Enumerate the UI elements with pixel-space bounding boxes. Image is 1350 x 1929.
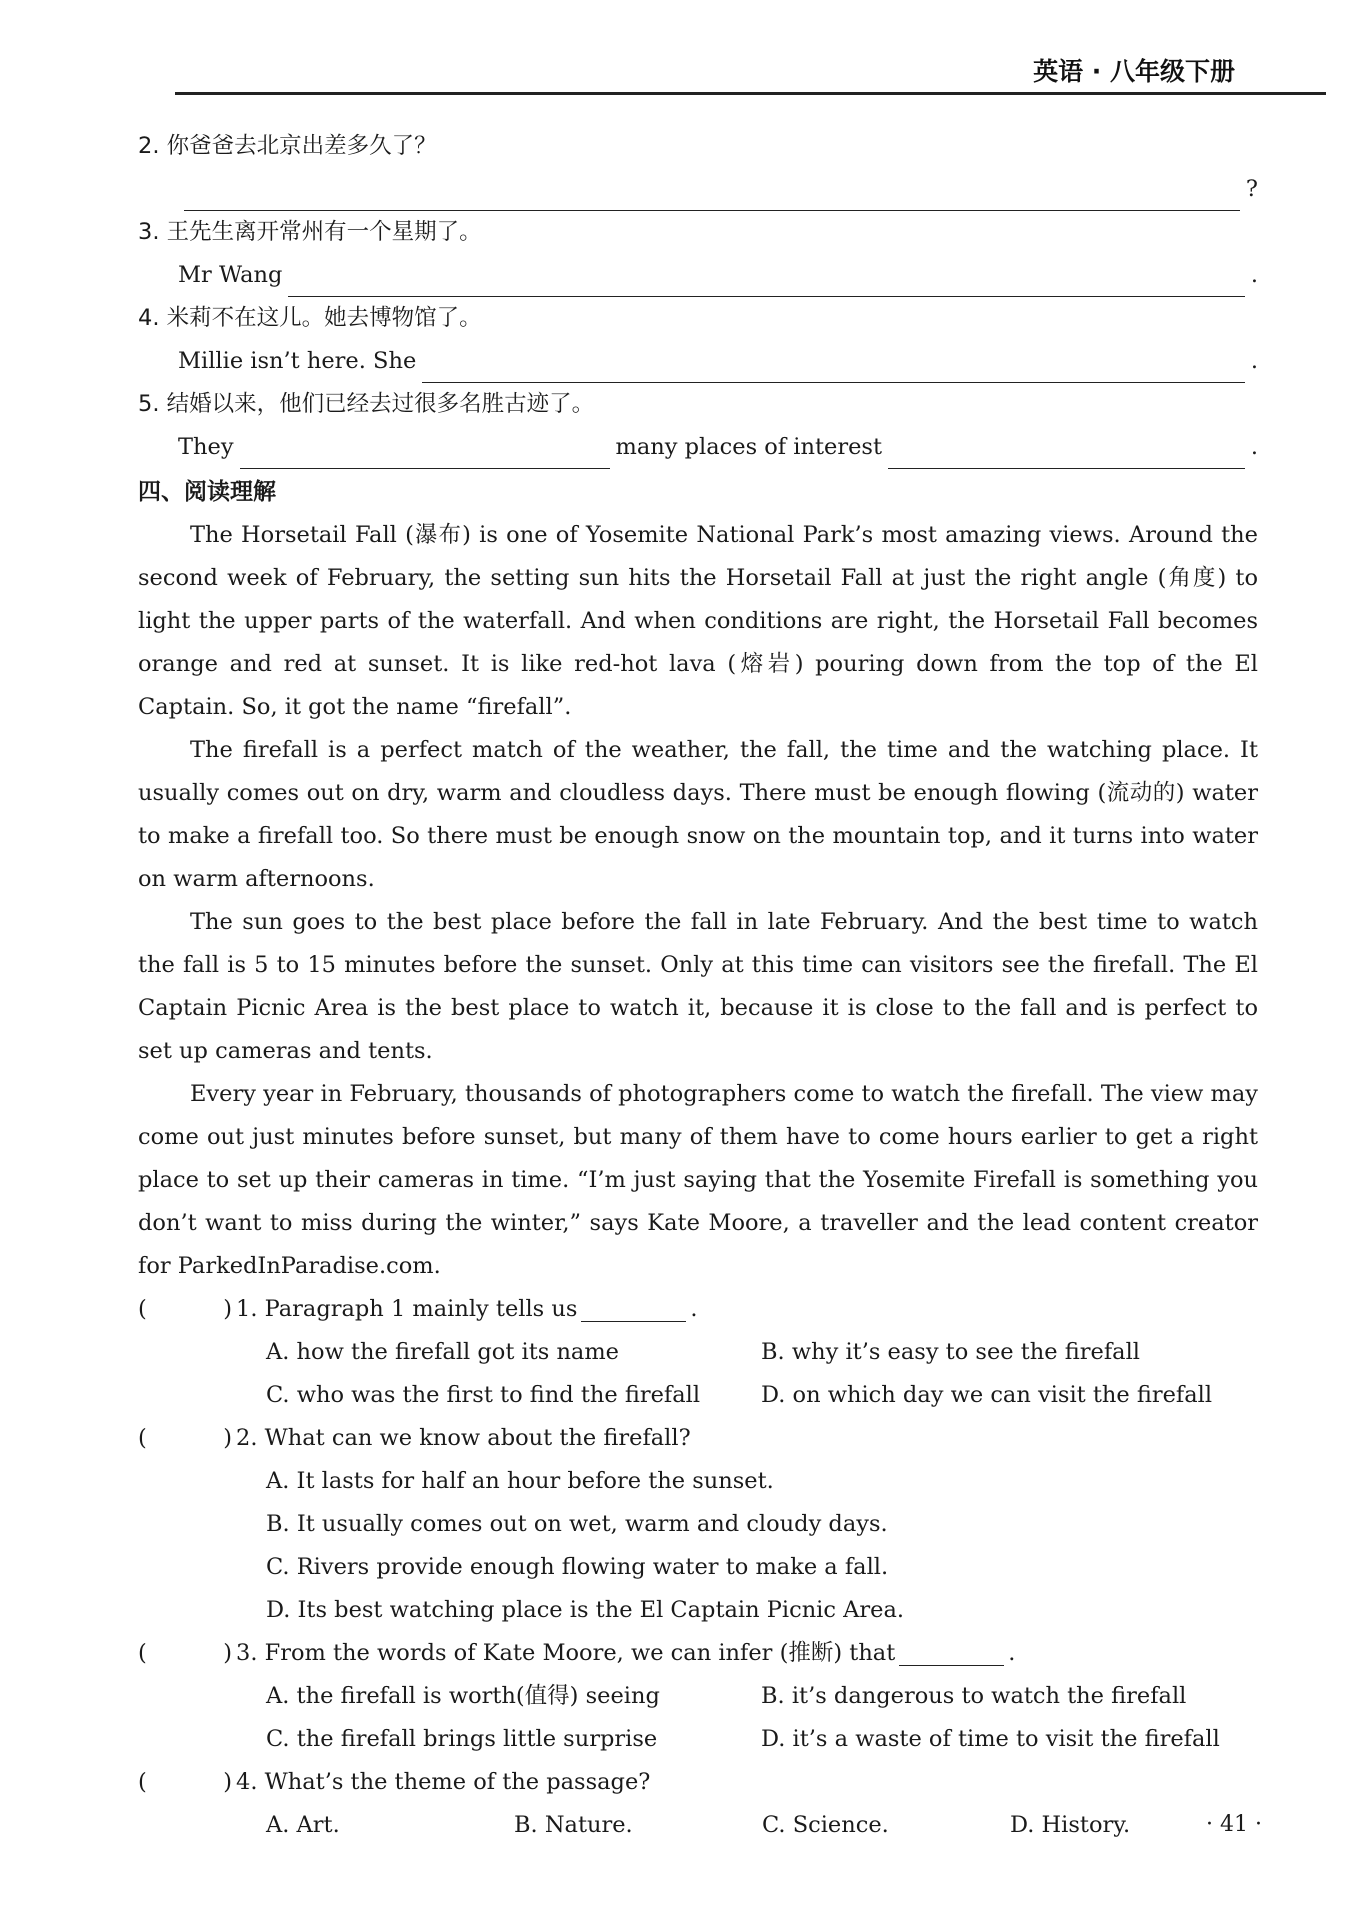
passage-paragraph-4: Every year in February, thousands of photographers come to watch the firefall. The view may come out just minutes before sunset, but many of them have to come hours earlier to get a right place to set up their cameras in time. “I’m just saying that the Yosemite Firefall is something you don’t want to miss during the winter,” says Kate Moore, a traveller and the lead content creator for ParkedInParadise.com.: [138, 1081, 1258, 1279]
stem-blank[interactable]: [899, 1641, 1004, 1666]
answer-line[interactable]: [240, 438, 610, 469]
page-number: · 41 ·: [1206, 1812, 1262, 1837]
sentence-lead: Mr Wang: [178, 262, 283, 288]
translation-prompt: 4. 米莉不在这儿。她去博物馆了。: [138, 305, 482, 331]
answer-bracket[interactable]: ( ): [138, 1296, 232, 1322]
section-title: 四、阅读理解: [138, 479, 276, 505]
question-3: [138, 1632, 1258, 1761]
option-d[interactable]: D. it’s a waste of time to visit the firefall: [761, 1726, 1220, 1752]
question-stem: 3. From the words of Kate Moore, we can infer (推断) that: [236, 1640, 896, 1666]
option-b[interactable]: B. it’s dangerous to watch the firefall: [761, 1683, 1187, 1709]
option-d[interactable]: D. Its best watching place is the El Captain Picnic Area.: [266, 1597, 905, 1623]
passage-paragraph-1: The Horsetail Fall (瀑布) is one of Yosemite National Park’s most amazing views. Around the second week of February, the setting sun hits the Horsetail Fall at just the right angle (角度) to light the upper parts of the waterfall. And when conditions are right, the Horsetail Fall becomes orange and red at sunset. It is like red-hot lava (熔岩) pouring down from the top of the El Captain. So, it got the name “firefall”.: [138, 522, 1258, 720]
option-c[interactable]: C. who was the first to find the firefall: [266, 1382, 701, 1408]
option-c[interactable]: C. Science.: [762, 1812, 889, 1838]
translation-prompt: 5. 结婚以来，他们已经去过很多名胜古迹了。: [138, 391, 595, 417]
line-end-mark: .: [1250, 262, 1258, 288]
book-title: 英语 · 八年级下册: [1033, 57, 1235, 86]
stem-end: .: [690, 1296, 698, 1322]
answer-line[interactable]: [888, 438, 1245, 469]
option-a[interactable]: A. the firefall is worth(值得) seeing: [266, 1683, 660, 1709]
line-end-mark: ?: [1245, 176, 1258, 202]
option-d[interactable]: D. History.: [1010, 1812, 1131, 1838]
translation-item-3: [138, 211, 1258, 297]
question-stem: 2. What can we know about the firefall?: [236, 1425, 691, 1451]
page-content: [138, 125, 1258, 1847]
question-4: [138, 1761, 1258, 1847]
translation-item-2: [138, 125, 1258, 211]
answer-bracket[interactable]: ( ): [138, 1640, 232, 1666]
translation-prompt: 2. 你爸爸去北京出差多久了？: [138, 133, 437, 159]
sentence-lead: Millie isn’t here. She: [178, 348, 417, 374]
option-b[interactable]: B. It usually comes out on wet, warm and cloudy days.: [266, 1511, 888, 1537]
answer-line[interactable]: [288, 266, 1244, 297]
translation-item-5: [138, 383, 1258, 469]
question-stem: 4. What’s the theme of the passage?: [236, 1769, 651, 1795]
question-stem: 1. Paragraph 1 mainly tells us: [236, 1296, 578, 1322]
option-d[interactable]: D. on which day we can visit the firefall: [761, 1382, 1213, 1408]
answer-bracket[interactable]: ( ): [138, 1769, 232, 1795]
option-c[interactable]: C. Rivers provide enough flowing water to make a fall.: [266, 1554, 889, 1580]
option-a[interactable]: A. Art.: [266, 1812, 340, 1838]
translation-item-4: [138, 297, 1258, 383]
answer-bracket[interactable]: ( ): [138, 1425, 232, 1451]
line-end-mark: .: [1250, 434, 1258, 460]
option-b[interactable]: B. why it’s easy to see the firefall: [761, 1339, 1140, 1365]
question-2: [138, 1417, 1258, 1632]
option-a[interactable]: A. It lasts for half an hour before the sunset.: [266, 1468, 774, 1494]
translation-prompt: 3. 王先生离开常州有一个星期了。: [138, 219, 482, 245]
option-c[interactable]: C. the firefall brings little surprise: [266, 1726, 658, 1752]
option-b[interactable]: B. Nature.: [514, 1812, 633, 1838]
passage-paragraph-3: The sun goes to the best place before the fall in late February. And the best time to watch the fall is 5 to 15 minutes before the sunset. Only at this time can visitors see the firefall. The El Captain Picnic Area is the best place to watch it, because it is close to the fall and is perfect to set up cameras and tents.: [138, 909, 1258, 1064]
stem-end: .: [1008, 1640, 1016, 1666]
option-a[interactable]: A. how the firefall got its name: [266, 1339, 620, 1365]
sentence-lead: They: [178, 434, 234, 460]
passage-paragraph-2: The firefall is a perfect match of the weather, the fall, the time and the watching place. It usually comes out on dry, warm and cloudless days. There must be enough flowing (流动的) water to make a firefall too. So there must be enough snow on the mountain top, and it turns into water on warm afternoons.: [138, 737, 1258, 892]
answer-line[interactable]: [184, 180, 1240, 211]
stem-blank[interactable]: [581, 1297, 686, 1322]
page-header: [0, 0, 1350, 100]
sentence-middle: many places of interest: [615, 434, 882, 460]
question-1: [138, 1288, 1258, 1417]
line-end-mark: .: [1250, 348, 1258, 374]
answer-line[interactable]: [422, 352, 1245, 383]
header-rule: [175, 92, 1326, 95]
